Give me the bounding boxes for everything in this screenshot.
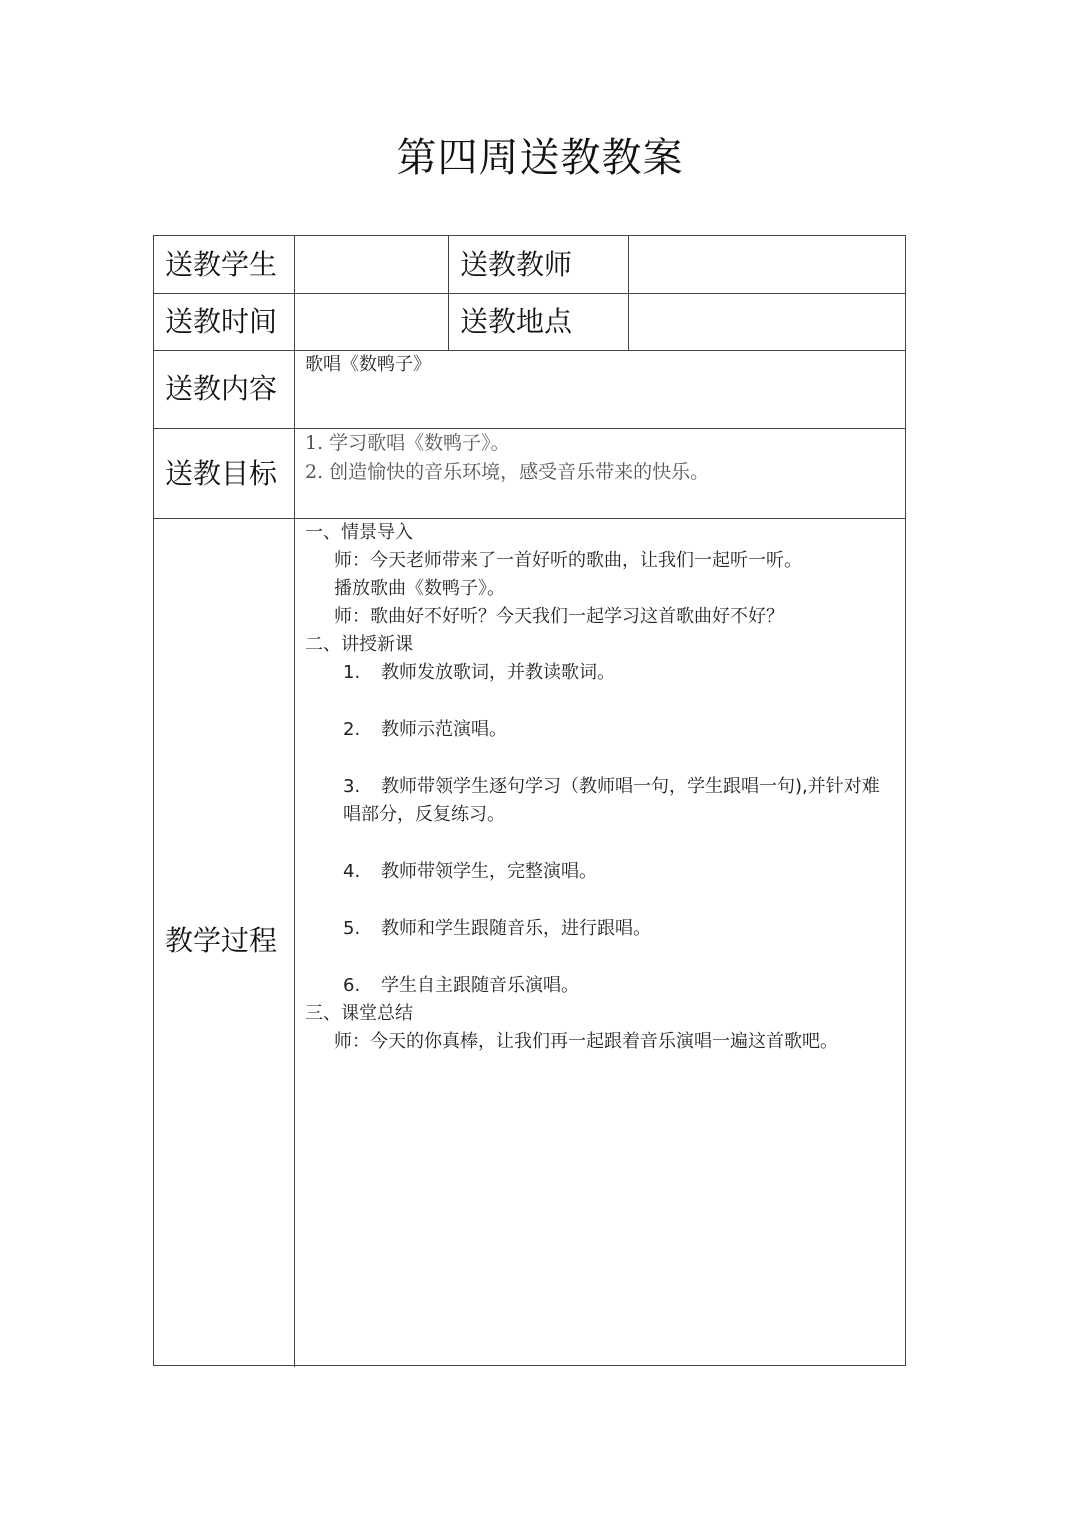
list-text: 教师带领学生，完整演唱。 bbox=[381, 861, 597, 882]
goal-item: 1. 学习歌唱《数鸭子》。 bbox=[305, 432, 510, 454]
list-text: 教师带领学生逐句学习（教师唱一句，学生跟唱一句),并针对难 bbox=[381, 776, 880, 797]
row-divider bbox=[154, 518, 905, 519]
process-line: 师：歌曲好不好听？今天我们一起学习这首歌曲好不好？ bbox=[334, 606, 784, 627]
process-line: 播放歌曲《数鸭子》。 bbox=[334, 578, 505, 599]
list-number: 1. bbox=[343, 662, 361, 683]
list-number: 3. bbox=[343, 776, 361, 797]
goal-item: 2. 创造愉快的音乐环境，感受音乐带来的快乐。 bbox=[305, 461, 710, 483]
list-item bbox=[343, 659, 615, 687]
list-item bbox=[343, 972, 579, 1000]
section-heading: 一、情景导入 bbox=[305, 522, 413, 543]
list-item bbox=[343, 858, 597, 886]
list-text: 教师和学生跟随音乐，进行跟唱。 bbox=[381, 918, 651, 939]
column-divider bbox=[628, 236, 629, 350]
list-number: 4. bbox=[343, 861, 361, 882]
place-label: 送教地点 bbox=[460, 305, 573, 338]
goals-label: 送教目标 bbox=[165, 457, 278, 490]
list-number: 6. bbox=[343, 975, 361, 996]
list-number: 5. bbox=[343, 918, 361, 939]
time-label: 送教时间 bbox=[165, 305, 278, 338]
list-item bbox=[343, 716, 507, 744]
lesson-plan-table bbox=[153, 235, 906, 1366]
column-divider bbox=[294, 236, 295, 1367]
column-divider bbox=[448, 236, 449, 350]
section-heading: 二、讲授新课 bbox=[305, 634, 413, 655]
teacher-label: 送教教师 bbox=[460, 248, 573, 281]
page-title: 第四周送教教案 bbox=[396, 135, 684, 181]
section-heading: 三、课堂总结 bbox=[305, 1003, 413, 1024]
list-item bbox=[343, 773, 880, 801]
process-line: 师：今天老师带来了一首好听的歌曲，让我们一起听一听。 bbox=[334, 550, 802, 571]
row-divider bbox=[154, 350, 905, 351]
row-divider bbox=[154, 428, 905, 429]
list-item-continuation: 唱部分，反复练习。 bbox=[343, 804, 505, 825]
list-item bbox=[343, 915, 651, 943]
student-label: 送教学生 bbox=[165, 248, 278, 281]
row-divider bbox=[154, 293, 905, 294]
list-number: 2. bbox=[343, 719, 361, 740]
list-text: 教师示范演唱。 bbox=[381, 719, 507, 740]
process-line: 师：今天的你真棒，让我们再一起跟着音乐演唱一遍这首歌吧。 bbox=[334, 1031, 838, 1052]
content-value: 歌唱《数鸭子》 bbox=[305, 354, 431, 375]
process-label: 教学过程 bbox=[165, 924, 278, 957]
content-label: 送教内容 bbox=[165, 372, 278, 405]
list-text: 教师发放歌词，并教读歌词。 bbox=[381, 662, 615, 683]
list-text: 学生自主跟随音乐演唱。 bbox=[381, 975, 579, 996]
